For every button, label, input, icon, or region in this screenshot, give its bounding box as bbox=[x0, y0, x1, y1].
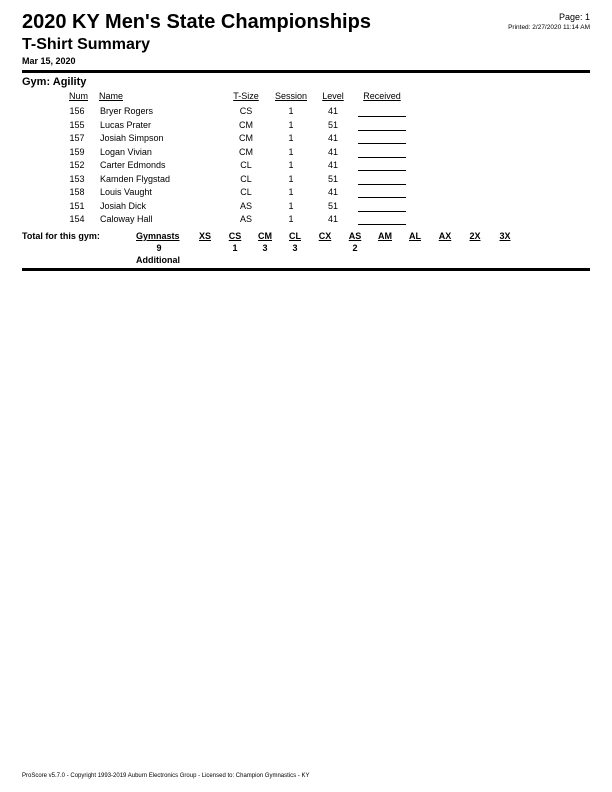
row-num: 158 bbox=[69, 187, 85, 197]
totals-size-count: 2 bbox=[352, 243, 358, 253]
row-name: Caloway Hall bbox=[100, 214, 153, 224]
row-level: 41 bbox=[327, 187, 338, 197]
row-name: Logan Vivian bbox=[100, 146, 152, 157]
printed-timestamp: Printed: 2/27/2020 11:14 AM bbox=[508, 24, 590, 31]
report-subtitle: T-Shirt Summary bbox=[22, 36, 151, 53]
row-level: 41 bbox=[327, 146, 338, 157]
received-signature-line bbox=[358, 170, 406, 171]
row-tsize: CS bbox=[239, 106, 253, 116]
row-num: 155 bbox=[69, 119, 85, 130]
row-level: 51 bbox=[327, 173, 338, 184]
row-num: 151 bbox=[69, 200, 85, 211]
totals-size-count: 1 bbox=[232, 243, 238, 253]
totals-size-header: CS bbox=[228, 231, 242, 241]
totals-size-header: 3X bbox=[499, 231, 511, 241]
row-level: 51 bbox=[327, 119, 338, 130]
row-num: 152 bbox=[69, 160, 85, 170]
column-header-level: Level bbox=[322, 91, 344, 101]
totals-size-count: 3 bbox=[262, 243, 268, 253]
row-num: 159 bbox=[69, 146, 85, 157]
row-session: 1 bbox=[288, 106, 294, 116]
row-tsize: CL bbox=[240, 160, 252, 170]
row-tsize: CL bbox=[240, 187, 252, 197]
received-signature-line bbox=[358, 116, 406, 117]
totals-gymnasts-count: 9 bbox=[156, 243, 162, 253]
row-name: Louis Vaught bbox=[100, 187, 152, 197]
received-signature-line bbox=[358, 211, 406, 212]
row-tsize: AS bbox=[239, 200, 252, 211]
row-name: Carter Edmonds bbox=[100, 160, 166, 170]
copyright-footer: ProScore v5.7.0 - Copyright 1993-2019 Auburn Electronics Group - Licensed to: Champion Gymnastics - KY bbox=[22, 773, 310, 779]
row-num: 156 bbox=[69, 106, 85, 116]
row-session: 1 bbox=[288, 214, 294, 224]
page-number: Page: 1 bbox=[558, 12, 590, 22]
totals-label: Total for this gym: bbox=[22, 231, 100, 241]
received-signature-line bbox=[358, 130, 406, 131]
footer-rule bbox=[22, 268, 590, 271]
column-header-num: Num bbox=[69, 91, 89, 101]
column-header-session: Session bbox=[274, 91, 308, 101]
row-tsize: CM bbox=[239, 146, 253, 157]
row-session: 1 bbox=[288, 146, 294, 157]
report-title: 2020 KY Men's State Championships bbox=[22, 11, 371, 33]
row-name: Josiah Dick bbox=[100, 200, 147, 211]
totals-size-header: CX bbox=[318, 231, 332, 241]
row-session: 1 bbox=[288, 119, 294, 130]
totals-size-count: 3 bbox=[292, 243, 298, 253]
received-signature-line bbox=[358, 184, 406, 185]
row-session: 1 bbox=[288, 187, 294, 197]
column-header-name: Name bbox=[99, 91, 124, 101]
row-tsize: AS bbox=[239, 214, 252, 224]
totals-size-header: AX bbox=[438, 231, 452, 241]
totals-additional-label: Additional bbox=[136, 255, 180, 265]
row-level: 41 bbox=[327, 160, 338, 170]
row-tsize: CL bbox=[240, 173, 252, 184]
row-num: 153 bbox=[69, 173, 85, 184]
row-level: 51 bbox=[327, 200, 338, 211]
column-header-received: Received bbox=[363, 91, 401, 101]
row-num: 157 bbox=[69, 133, 85, 143]
row-name: Bryer Rogers bbox=[100, 106, 154, 116]
row-session: 1 bbox=[288, 160, 294, 170]
gym-heading: Gym: Agility bbox=[22, 76, 87, 88]
meet-date: Mar 15, 2020 bbox=[22, 56, 76, 66]
row-tsize: CM bbox=[239, 119, 253, 130]
received-signature-line bbox=[358, 197, 406, 198]
totals-size-header: AS bbox=[348, 231, 362, 241]
row-session: 1 bbox=[288, 173, 294, 184]
row-num: 154 bbox=[69, 214, 85, 224]
row-level: 41 bbox=[327, 106, 338, 116]
row-tsize: CM bbox=[239, 133, 253, 143]
totals-gymnasts-header: Gymnasts bbox=[136, 231, 180, 241]
received-signature-line bbox=[358, 224, 406, 225]
totals-size-header: XS bbox=[198, 231, 211, 241]
totals-size-header: CL bbox=[289, 231, 301, 241]
received-signature-line bbox=[358, 157, 406, 158]
row-name: Kamden Flygstad bbox=[100, 173, 171, 184]
row-session: 1 bbox=[288, 200, 294, 211]
row-level: 41 bbox=[327, 133, 338, 143]
totals-size-header: AM bbox=[378, 231, 392, 241]
totals-size-header: AL bbox=[409, 231, 421, 241]
totals-size-header: CM bbox=[258, 231, 272, 241]
row-name: Josiah Simpson bbox=[100, 133, 164, 143]
header-rule bbox=[22, 70, 590, 73]
row-session: 1 bbox=[288, 133, 294, 143]
received-signature-line bbox=[358, 143, 406, 144]
row-level: 41 bbox=[327, 214, 338, 224]
column-header-tsize: T-Size bbox=[233, 91, 259, 101]
row-name: Lucas Prater bbox=[100, 119, 152, 130]
totals-size-header: 2X bbox=[469, 231, 481, 241]
